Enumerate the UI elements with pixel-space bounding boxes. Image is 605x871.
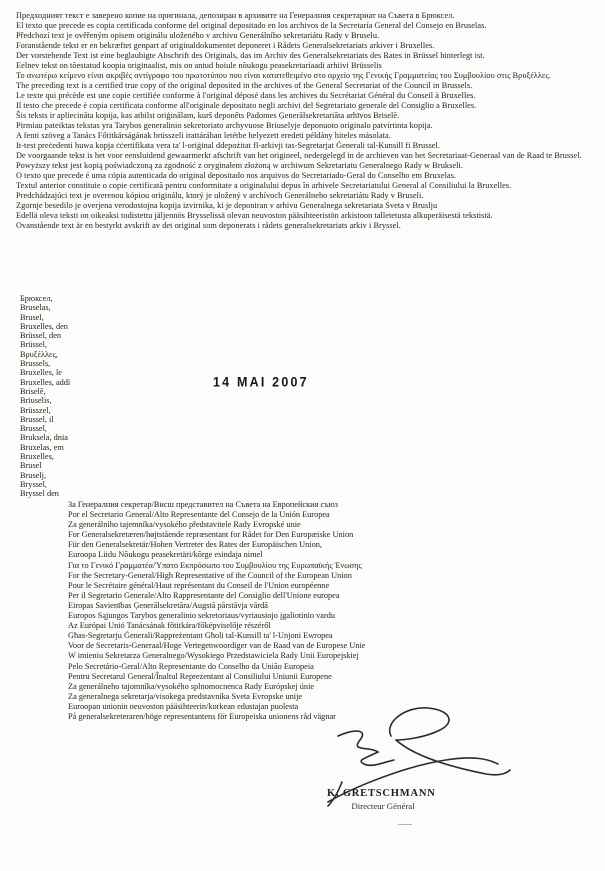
signing-authority-line: Pentru Secretarul General/Înaltul Reprezentant al Consiliului Uniunii Europene bbox=[68, 671, 332, 681]
certification-line: Předchozí text je ověřeným opisem originálu uloženého v archivu Generálního sekretariátu Rady v Bruselu. bbox=[16, 31, 380, 40]
certification-line: Foranstående tekst er en bekræftet genpart af originaldokumentet deponeret i Rådets Generalsekretariats arkiver i Bruxelles. bbox=[16, 41, 435, 50]
certification-line: Предходният текст е заверено копие на оригинала, депозиран в архивите на Генералния секретариат на Съвета в Брюксел. bbox=[16, 11, 455, 20]
place-line: Brüssel, bbox=[20, 340, 47, 350]
place-line: Brussel, bbox=[20, 424, 47, 434]
place-line: Bruxelles, le bbox=[20, 368, 62, 378]
signing-authority-line: Voor de Secretaris-Generaal/Hoge Vertegenwoordiger van de Raad van de Europese Unie bbox=[68, 641, 366, 651]
signing-authority-line: Per il Segretario Generale/Alto Rappresentante del Consiglio dell'Unione europea bbox=[68, 590, 340, 600]
place-line: Βρυξέλλες, bbox=[20, 349, 58, 359]
place-line: Brussel, il bbox=[20, 414, 54, 424]
certification-line: El texto que precede es copia certificada conforme del original depositado en los archivos de la Secretaría General del Consejo en Bruselas. bbox=[16, 21, 487, 30]
place-line: Brussels, bbox=[20, 359, 51, 369]
certification-line: A fenti szöveg a Tanács Főtitkárságának brüsszeli irattárában letétbe helyezett eredeti példány hiteles másolata. bbox=[16, 131, 391, 140]
signing-authority-line: Europos Sąjungos Tarybos generalinio sekretoriaus/vyriausiojo įgaliotinio vardu bbox=[68, 611, 336, 621]
signatory-title: Directeur Général bbox=[351, 801, 415, 811]
certification-line: Šis teksts ir apliecināta kopija, kas atbilst oriģinālam, kurš deponēts Padomes Ģenerālsekretariāta arhīvos Briselē. bbox=[16, 111, 400, 120]
signing-authority-line: Az Európai Unió Tanácsának főtitkára/főképviselője részéről bbox=[68, 621, 271, 631]
signing-authority-line: W imieniu Sekretarza Generalnego/Wysokiego Przedstawiciela Rady Unii Europejskiej bbox=[68, 651, 359, 661]
signing-authority-line: Euroopan unionin neuvoston pääsihteerin/korkean edustajan puolesta bbox=[68, 701, 299, 711]
certification-statements bbox=[16, 11, 596, 231]
place-line: Briselē, bbox=[20, 386, 46, 396]
place-line: Брюксел, bbox=[20, 294, 53, 303]
signing-authority-line: Por el Secretario General/Alto Representante del Consejo de la Unión Europea bbox=[68, 510, 330, 520]
place-line: Bryssel den bbox=[20, 489, 59, 499]
certification-line: Pirmiau pateiktas tekstas yra Tarybos generalinio sekretoriato archyvuose Briuselyje deponuoto originalo patvirtinta kopija. bbox=[16, 121, 433, 130]
certification-line: Powyższy tekst jest kopią poświadczoną za zgodność z oryginałem złożoną w archiwum Sekretariatu Generalnego Rady w Brukseli. bbox=[16, 161, 463, 170]
place-line: Brusel, bbox=[20, 312, 44, 322]
signing-authority-line: Eiropas Savienības Ģenerālsekretāra/Augstā pārstāvja vārdā bbox=[68, 600, 268, 610]
signing-authority-line: Για το Γενικό Γραμματέα/Ύπατο Εκπρόσωπο του Συμβουλίου της Ευρωπαϊκής Ένωσης bbox=[68, 560, 362, 570]
place-line: Bruxelles, addì bbox=[20, 377, 71, 387]
place-line: Bruxelles, bbox=[20, 452, 54, 462]
scan-artifact-line bbox=[398, 824, 412, 825]
place-line: Bruxelas, em bbox=[20, 442, 64, 452]
signing-authority-line: For Generalsekretæren/højtstående repræsentant for Rådet for Den Europæiske Union bbox=[68, 530, 354, 540]
certification-line: Eelnev tekst on tõestatud koopia originaalist, mis on antud hoiule nõukogu peasekretariaadi arhiivi Brüsselis bbox=[16, 61, 382, 70]
signing-authority-list bbox=[68, 500, 568, 722]
certification-line: Der vorstehende Text ist eine beglaubigte Abschrift des Originals, das im Archiv des Generalsekretariats des Rates in Brüssel hinterlegt ist. bbox=[16, 51, 485, 60]
certification-line: Il testo che precede è copia certificata conforme all'originale depositato negli archivi del Segretariato generale del Consiglio a Bruxelles. bbox=[16, 101, 477, 110]
certification-line: Textul anterior constituie o copie certificată pentru conformitate a originalului depus în arhivele Secretariatului General al Consiliului la Bruxelles. bbox=[16, 181, 512, 190]
place-line: Brüsszel, bbox=[20, 405, 51, 415]
signatory-name: K. GRETSCHMANN bbox=[327, 788, 436, 799]
signing-authority-line: Għas-Segretarju Ġenerali/Rappreżentant Għoli tal-Kunsill ta' l-Unjoni Ewropea bbox=[68, 631, 333, 641]
place-line: Brüssel, den bbox=[20, 331, 62, 341]
certification-line: Predchádzajúci text je overenou kópiou originálu, ktorý je uložený v archívoch Generálneho sekretariátu Rady v Bruseli. bbox=[16, 191, 424, 200]
signing-authority-line: Euroopa Liidu Nõukogu peasekretäri/kõrge esindaja nimel bbox=[68, 550, 263, 560]
signing-authority-line: Za generalnega sekretarja/visokega predstavnika Sveta Evropske unije bbox=[68, 691, 303, 701]
signing-authority-line: Za generálneho tajomníka/vysokého splnomocnenca Rady Európskej únie bbox=[68, 681, 315, 691]
certification-line: De voorgaande tekst is het voor eensluidend gewaarmerkt afschrift van het origineel, nedergelegd in de archieven van het Secretariaat-Generaal van de Raad te Brussel. bbox=[16, 151, 582, 160]
place-date-list bbox=[20, 294, 70, 499]
certification-line: Το ανωτέρω κείμενο είναι ακριβές αντίγραφο του πρωτοτύπου που είναι κατατεθειμένο στο αρχείο της Γενικής Γραμματείας του Συμβουλίου στις Βρυξέλλες. bbox=[16, 71, 551, 80]
signing-authority-line: Pour le Secrétaire général/Haut représentant du Conseil de l'Union européenne bbox=[68, 580, 330, 590]
certification-line: O texto que precede é uma cópia autenticada do original depositado nos arquivos do Secretariado-Geral do Conselho em Bruxelas. bbox=[16, 171, 457, 180]
certification-line: Edellä oleva teksti on oikeaksi todistettu jäljennös Brysselissä olevan neuvoston pääsihteeristön arkistoon talletetusta alkuperäisestä tekstistä. bbox=[16, 211, 493, 220]
place-line: Bruselj, bbox=[20, 470, 47, 480]
place-line: Bruksela, dnia bbox=[20, 433, 68, 443]
place-line: Brusel bbox=[20, 461, 42, 471]
signing-authority-line: Für den Generalsekretär/Hohen Vertreter des Rates der Europäischen Union, bbox=[68, 540, 322, 550]
signing-authority-line: Pelo Secretário-Geral/Alto Representante do Conselho da União Europeia bbox=[68, 661, 314, 671]
date-stamp: 14 MAI 2007 bbox=[213, 374, 309, 390]
certification-line: It-test preċedenti huwa kopja ċċertifikata vera ta' l-oriġinal ddepożitat fl-arkivji tas-Segretarjat Ġenerali tal-Kunsill fi Brussel. bbox=[16, 141, 440, 150]
certification-line: Ovanstående text är en bestyrkt avskrift av det original som deponerats i rådets generalsekretariats arkiv i Bryssel. bbox=[16, 221, 401, 230]
place-line: Bryssel, bbox=[20, 479, 47, 489]
place-line: Bruxelles, den bbox=[20, 321, 68, 331]
signing-authority-line: За Генералния секретар/Висш представител на Съвета на Европейския съюз bbox=[68, 500, 338, 509]
signing-authority-line: For the Secretary-General/High Representative of the Council of the European Union bbox=[68, 570, 352, 580]
signing-authority-line: Za generálního tajemníka/vysokého představitele Rady Evropské unie bbox=[68, 520, 301, 530]
place-line: Bruselas, bbox=[20, 303, 51, 313]
signing-authority-line: På generalsekreteraren/höge representantens för Europeiska unionens råd vägnar bbox=[68, 711, 336, 721]
certification-line: The preceding text is a certified true copy of the original deposited in the archives of the General Secretariat of the Council in Brussels. bbox=[16, 81, 473, 90]
place-line: Briuselis, bbox=[20, 396, 52, 406]
certification-line: Zgornje besedilo je overjena verodostojna kopija izvirnika, ki je deponiran v arhivu Generalnega sekretariata Sveta v Bruslju bbox=[16, 201, 438, 210]
certification-line: Le texte qui précède est une copie certifiée conforme à l'original déposé dans les archives du Secrétariat Général du Conseil à Bruxelles. bbox=[16, 91, 476, 100]
